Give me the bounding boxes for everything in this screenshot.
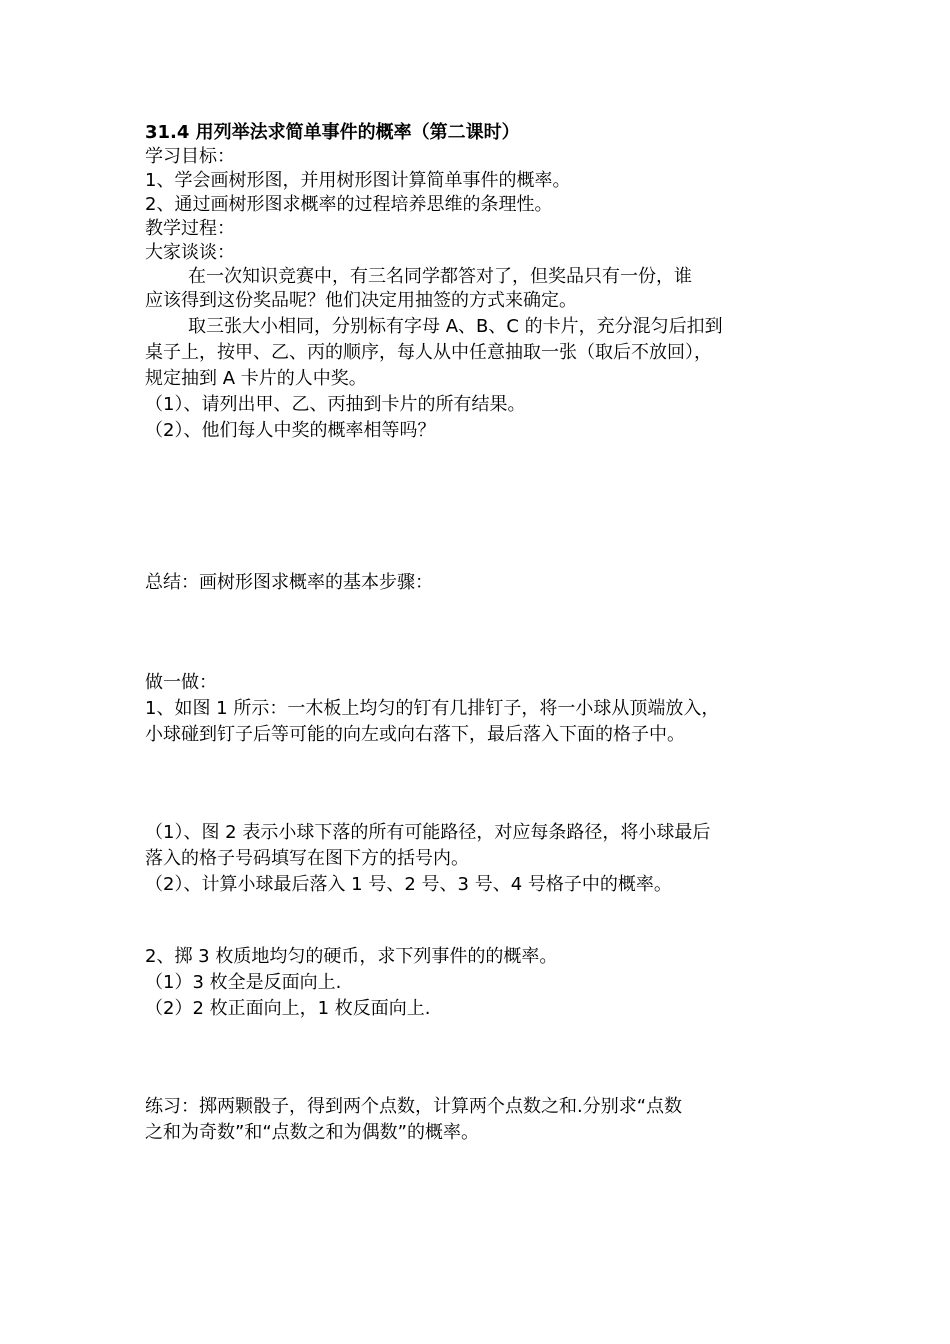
exercise-1-question-2: （2）、计算小球最后落入 1 号、2 号、3 号、4 号格子中的概率。 — [145, 874, 672, 895]
discuss-paragraph-2-line-3: 规定抽到 A 卡片的人中奖。 — [145, 368, 367, 389]
goals-heading: 学习目标： — [145, 146, 235, 167]
process-heading: 教学过程： — [145, 218, 235, 239]
exercise-2-question-1: （1）3 枚全是反面向上. — [145, 972, 342, 993]
discuss-paragraph-1-line-1: 在一次知识竞赛中，有三名同学都答对了，但奖品只有一份，谁 — [188, 266, 692, 287]
discuss-paragraph-2-line-2: 桌子上，按甲、乙、丙的顺序，每人从中任意抽取一张（取后不放回）， — [145, 342, 712, 363]
discuss-heading: 大家谈谈： — [145, 242, 235, 263]
exercise-1-line-1: 1、如图 1 所示：一木板上均匀的钉有几排钉子，将一小球从顶端放入， — [145, 698, 720, 719]
exercise-2-line-1: 2、掷 3 枚质地均匀的硬币，求下列事件的的概率。 — [145, 946, 558, 967]
try-heading: 做一做： — [145, 672, 217, 693]
goal-2: 2、通过画树形图求概率的过程培养思维的条理性。 — [145, 194, 553, 215]
exercise-1-line-2: 小球碰到钉子后等可能的向左或向右落下，最后落入下面的格子中。 — [145, 724, 685, 745]
discuss-question-1: （1）、请列出甲、乙、丙抽到卡片的所有结果。 — [145, 394, 526, 415]
exercise-1-question-1-line-1: （1）、图 2 表示小球下落的所有可能路径，对应每条路径，将小球最后 — [145, 822, 711, 843]
summary-line: 总结：画树形图求概率的基本步骤： — [145, 572, 433, 593]
discuss-question-2: （2）、他们每人中奖的概率相等吗？ — [145, 420, 436, 441]
exercise-1-question-1-line-2: 落入的格子号码填写在图下方的括号内。 — [145, 848, 469, 869]
discuss-paragraph-2-line-1: 取三张大小相同，分别标有字母 A、B、C 的卡片，充分混匀后扣到 — [188, 316, 723, 337]
discuss-paragraph-1-line-2: 应该得到这份奖品呢？他们决定用抽签的方式来确定。 — [145, 290, 577, 311]
goal-1: 1、学会画树形图，并用树形图计算简单事件的概率。 — [145, 170, 571, 191]
exercise-2-question-2: （2）2 枚正面向上，1 枚反面向上. — [145, 998, 431, 1019]
practice-line-1: 练习：掷两颗骰子，得到两个点数，计算两个点数之和.分别求“点数 — [145, 1096, 683, 1117]
practice-line-2: 之和为奇数”和“点数之和为偶数”的概率。 — [145, 1122, 479, 1143]
document-title: 31.4 用列举法求简单事件的概率（第二课时） — [145, 122, 520, 143]
